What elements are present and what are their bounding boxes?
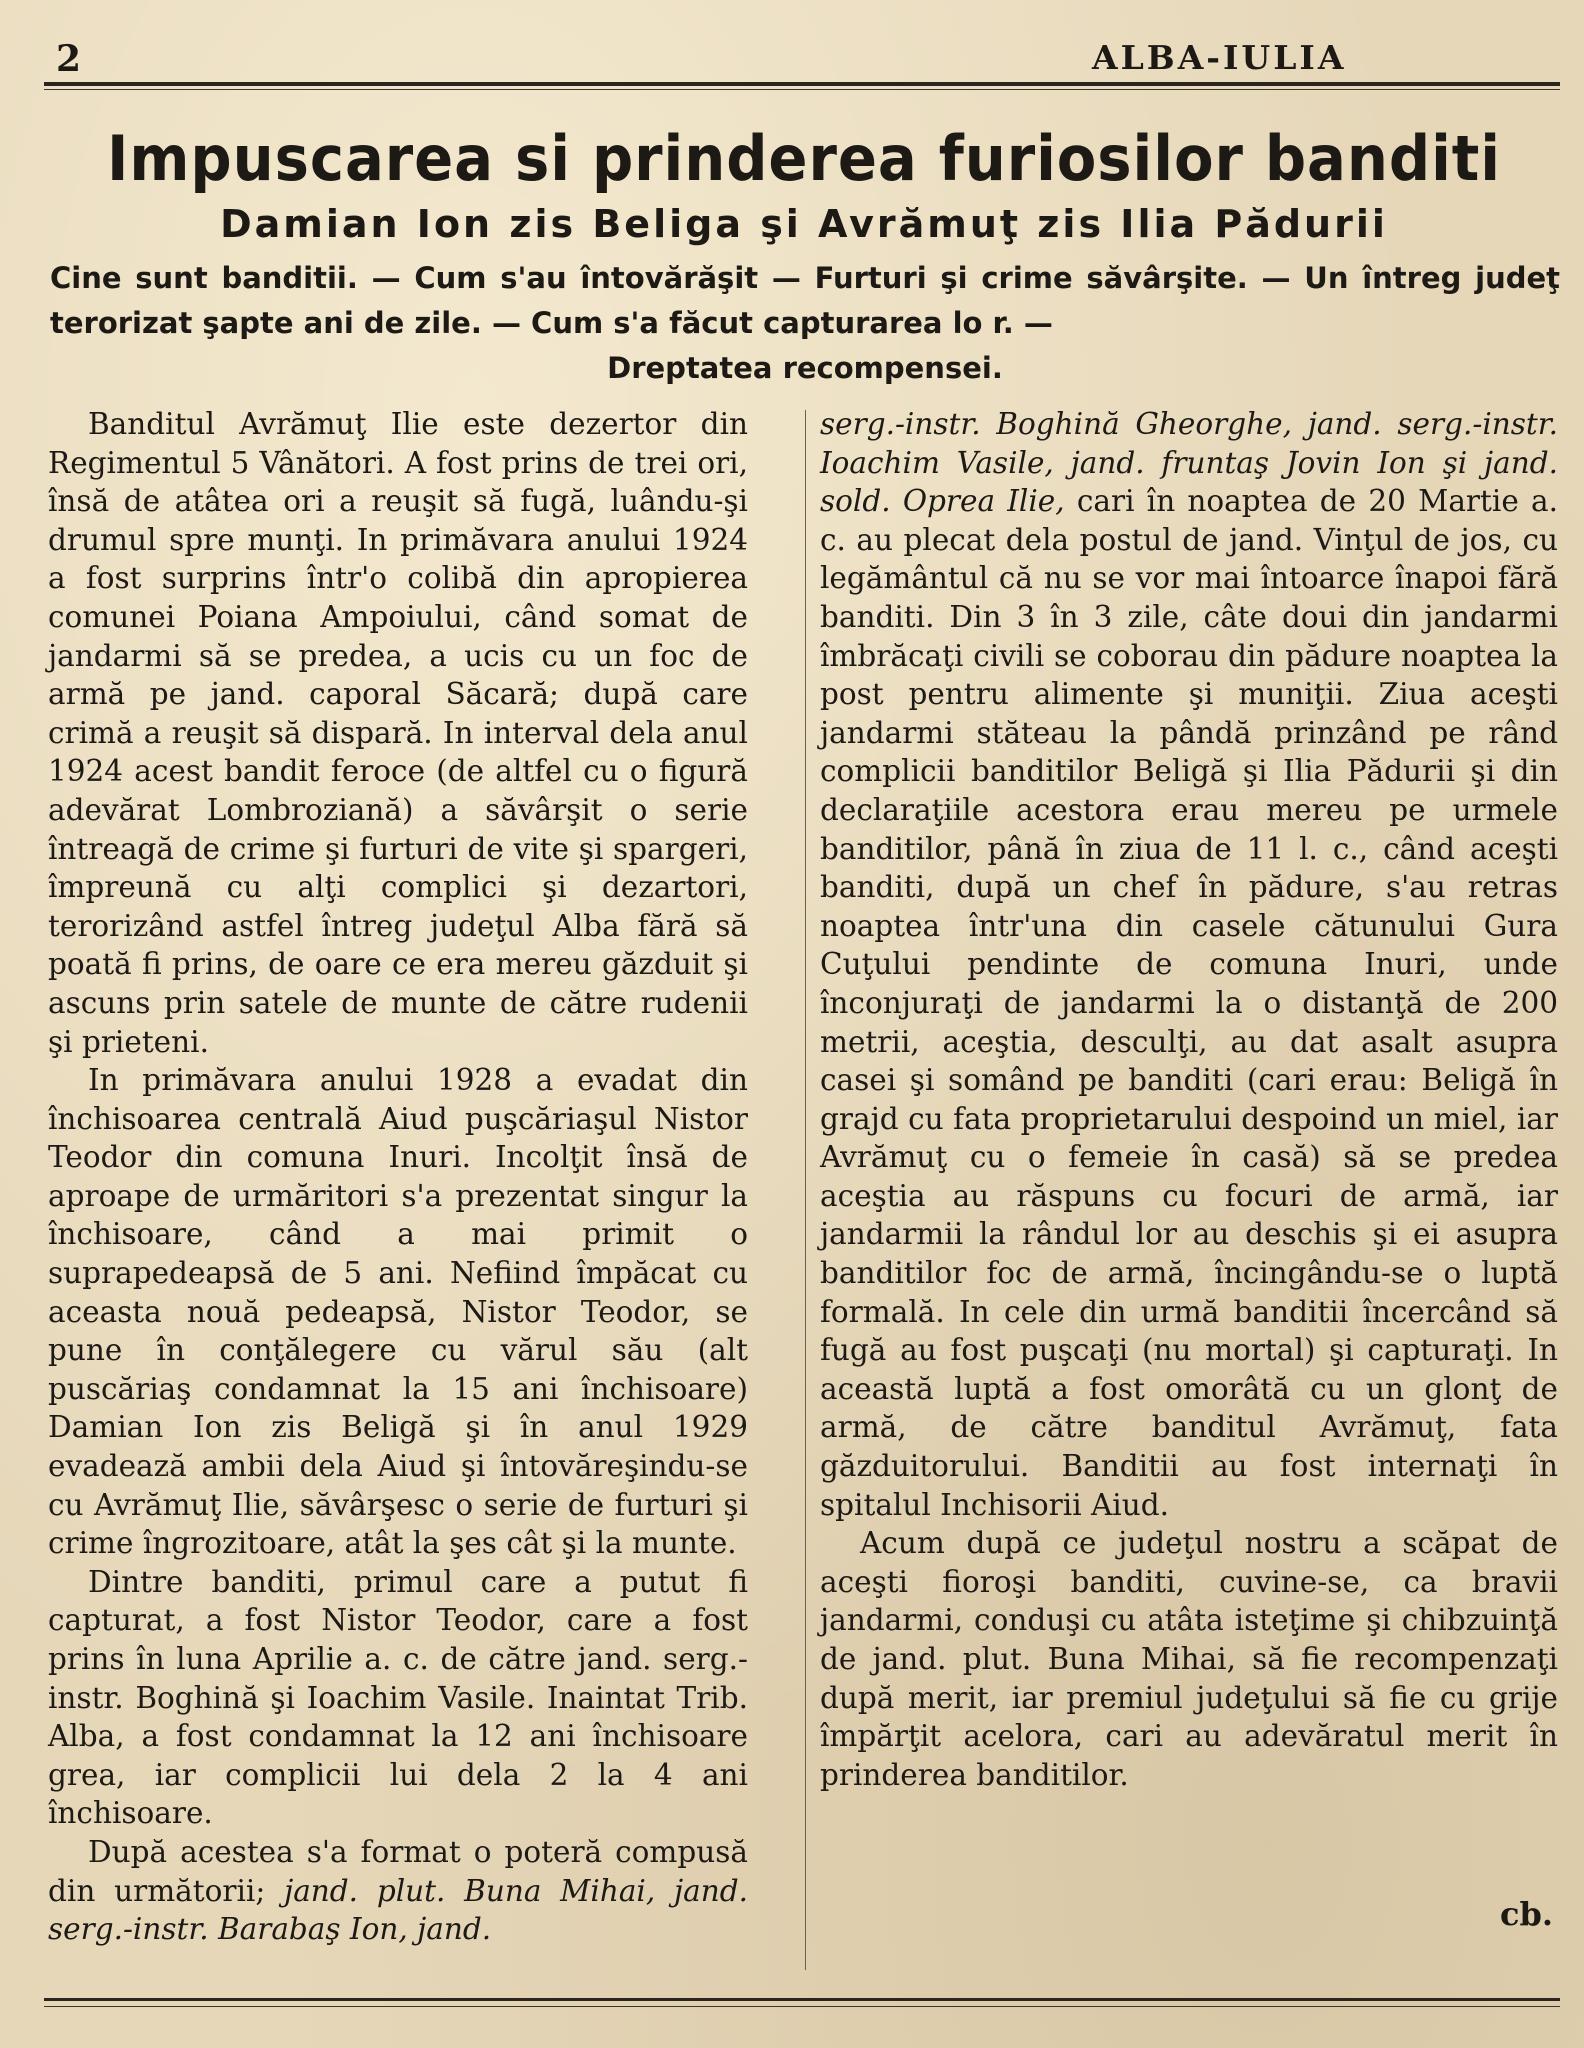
column-divider	[805, 410, 806, 1970]
paragraph: In primăvara anului 1928 a evadat din închisoarea centrală Aiud puşcăriaşul Nistor Teodor din comuna Inuri. Incolţit însă de aproape de urmăritori s'a prezentat singur la închisoare, când a mai primit o suprapedeapsă de 5 ani. Nefiind împăcat cu aceasta nouă pedeapsă, Nistor Teodor, se pune în conţălegere cu vărul său (alt puscăriaş condamnat la 15 ani închisoare) Damian Ion zis Beligă şi în anul 1929 evadează ambii dela Aiud şi întovăreşindu-se cu Avrămuţ Ilie, săvârşesc o serie de furturi şi crime îngrozitoare, atât la şes cât şi la munte.	[48, 1063, 748, 1561]
paragraph-italic: serg.-instr. Boghină Gheorghe, jand. serg.-instr. Ioachim Vasile, jand. fruntaş Jovin Ion şi jand. sold. Oprea Ilie,	[820, 407, 1558, 519]
article-headline: Impuscarea si prinderea furiosilor banditi	[107, 122, 1501, 195]
newspaper-name: ALBA-IULIA	[1092, 38, 1347, 77]
author-signature: cb.	[1500, 1895, 1553, 1933]
header-rule	[44, 82, 1560, 86]
article-subheadline: Damian Ion zis Beliga şi Avrămuţ zis Ilia Pădurii	[220, 202, 1388, 246]
article-summary	[50, 256, 1560, 391]
header-rule-thin	[44, 89, 1560, 90]
paragraph	[820, 405, 1558, 1524]
page-number: 2	[56, 38, 82, 80]
paragraph-text: cari în noaptea de 20 Martie a. c. au plecat dela postul de jand. Vinţul de jos, cu legământul că nu se vor mai întoarce înapoi fără banditi. Din 3 în 3 zile, câte doui din jandarmi îmbrăcaţi civili se coborau din pădure noaptea la post pentru alimente şi muniţii. Ziua aceşti jandarmi stăteau la pândă prinzând pe rând complicii banditilor Beligă şi Ilia Pădurii şi din declaraţiile acestora erau mereu pe urmele banditilor, până în ziua de 11 l. c., când aceşti banditi, după un chef în pădure, s'au retras noaptea într'una din casele cătunului Gura Cuţului pendinte de comuna Inuri, unde înconjuraţi de jandarmi la o distanţă de 200 metrii, aceştia, desculţi, au dat asalt asupra casei şi somând pe banditi (cari erau: Beligă în grajd cu fata proprietarului despoind un miel, iar Avrămuţ cu o femeie în casă) să se predea aceştia au răspuns cu focuri de armă, iar jandarmii la rândul lor au deschis şi ei asupra banditilor foc de armă, încingându-se o luptă formală. In cele din urmă banditii încercând să fugă au fost puşcaţi (nu mortal) şi capturaţi. In această luptă a fost omorâtă cu un glonţ de armă, de către banditul Avrămuţ, fata găzduitorului. Banditii au fost internaţi în spitalul Inchisorii Aiud.	[820, 484, 1558, 1522]
right-column	[820, 405, 1558, 1794]
summary-line: Cine sunt banditii. — Cum s'au întovărăşit — Furturi şi crime săvârşite. — Un întreg judeţ terorizat şapte ani de zile. — Cum s'a făcut capturarea lo r. —	[50, 261, 1560, 340]
paragraph: Acum după ce judeţul nostru a scăpat de aceşti fioroşi banditi, cuvine-se, ca bravii jandarmi, conduşi cu atâta isteţime şi chibzuinţă de jand. plut. Buna Mihai, să fie recompenzaţi după merit, iar premiul judeţului să fie cu grije împărţit acelora, cari au adevăratul merit în prinderea banditilor.	[820, 1526, 1558, 1792]
paragraph-italic: jand. plut. Buna Mihai, jand. serg.-instr. Barabaş Ion, jand.	[48, 1873, 748, 1947]
paragraph: Dintre banditi, primul care a putut fi capturat, a fost Nistor Teodor, care a fost prins în luna Aprilie a. c. de către jand. serg.-instr. Boghină şi Ioachim Vasile. Inaintat Trib. Alba, a fost condamnat la 12 ani închisoare grea, iar complicii lui dela 2 la 4 ani închisoare.	[48, 1564, 748, 1831]
footer-rule	[44, 1998, 1560, 2001]
left-column	[48, 405, 748, 1949]
page-header	[52, 32, 1552, 82]
footer-rule-thin	[44, 2006, 1560, 2007]
summary-last-line: Dreptatea recompensei.	[607, 351, 1003, 385]
paragraph: Banditul Avrămuţ Ilie este dezertor din Regimentul 5 Vânători. A fost prins de trei ori, însă de atâtea ori a reuşit să fugă, luându-şi drumul spre munţi. In primăvara anului 1924 a fost surprins într'o colibă din apropierea comunei Poiana Ampoiului, când somat de jandarmi să se predea, a ucis cu un foc de armă pe jand. caporal Săcară; după care crimă a reuşit să dispară. In interval dela anul 1924 acest bandit feroce (de altfel cu o figură adevărat Lombroziană) a săvârşit o serie întreagă de crime şi furturi de vite şi spargeri, împreună cu alţi complici şi dezartori, terorizând astfel întreg judeţul Alba fără să poată fi prins, de oare ce era mereu găzduit şi ascuns prin satele de munte de către rudenii şi prieteni.	[48, 407, 748, 1059]
paragraph-text: După acestea s'a format o poteră compusă din următorii;	[48, 1834, 748, 1908]
paragraph	[48, 1833, 748, 1949]
